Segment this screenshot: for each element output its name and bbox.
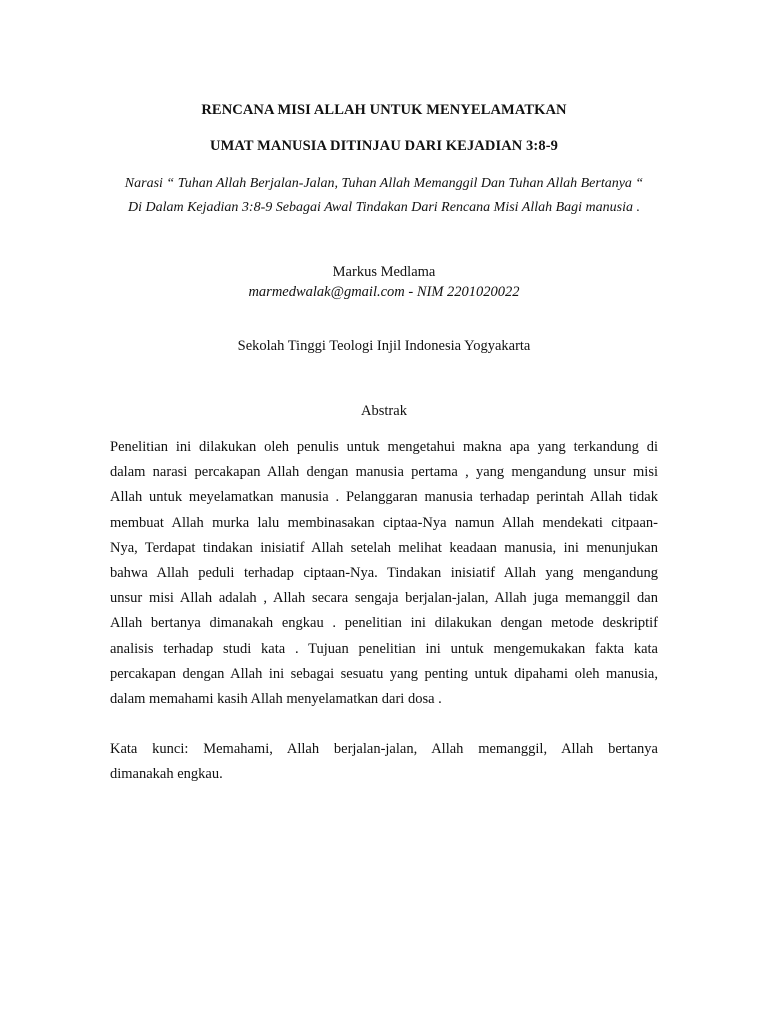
abstract-line: percakapan dengan Allah ini sebagai sesuatu yang penting untuk dipahami oleh manusia, xyxy=(110,665,658,682)
abstract-heading: Abstrak xyxy=(361,403,407,419)
abstract-line: Allah untuk meyelamatkan manusia . Pelanggaran manusia terhadap perintah Allah tidak xyxy=(110,489,658,506)
abstract-line: membuat Allah murka lalu membinasakan ciptaa-Nya namun Allah mendekati citpaan- xyxy=(110,514,658,531)
abstract-line: unsur misi Allah adalah , Allah secara sengaja berjalan-jalan, Allah juga memanggil dan xyxy=(110,590,658,607)
abstract-line: dalam memahami kasih Allah menyelamatkan dari dosa . xyxy=(110,690,442,707)
abstract-line: Penelitian ini dilakukan oleh penulis untuk mengetahui makna apa yang terkandung di xyxy=(110,439,658,455)
paper-title-line-2: UMAT MANUSIA DITINJAU DARI KEJADIAN 3:8-9 xyxy=(210,138,558,154)
subtitle-line-1: Narasi “ Tuhan Allah Berjalan-Jalan, Tuhan Allah Memanggil Dan Tuhan Allah Bertanya “ xyxy=(124,176,644,191)
author-institution: Sekolah Tinggi Teologi Injil Indonesia Yogyakarta xyxy=(237,338,531,354)
abstract-line: bahwa Allah peduli terhadap ciptaan-Nya. Tindakan inisiatif Allah yang mengandung xyxy=(110,564,658,581)
subtitle-line-2: Di Dalam Kejadian 3:8-9 Sebagai Awal Tindakan Dari Rencana Misi Allah Bagi manusia . xyxy=(127,200,641,215)
keywords-block xyxy=(110,737,658,787)
paper-subtitle xyxy=(90,172,678,220)
keywords-line: Kata kunci: Memahami, Allah berjalan-jalan, Allah memanggil, Allah bertanya xyxy=(110,741,658,757)
abstract-body xyxy=(110,435,658,712)
abstract-line: Nya, Terdapat tindakan inisiatif Allah setelah melihat keadaan manusia, ini menunjukan xyxy=(110,539,658,556)
abstract-line: dalam narasi percakapan Allah dengan manusia pertama , yang mengandung unsur misi xyxy=(110,464,658,481)
abstract-line: Allah bertanya dimanakah engkau . penelitian ini dilakukan dengan metode deskriptif xyxy=(110,615,658,632)
author-name: Markus Medlama xyxy=(332,264,436,280)
abstract-line: analisis terhadap studi kata . Tujuan penelitian ini untuk mengemukakan fakta kata xyxy=(110,640,658,657)
author-email-nim: marmedwalak@gmail.com - NIM 2201020022 xyxy=(248,284,520,300)
paper-title-line-1: RENCANA MISI ALLAH UNTUK MENYELAMATKAN xyxy=(201,102,567,118)
keywords-line: dimanakah engkau. xyxy=(110,766,223,783)
